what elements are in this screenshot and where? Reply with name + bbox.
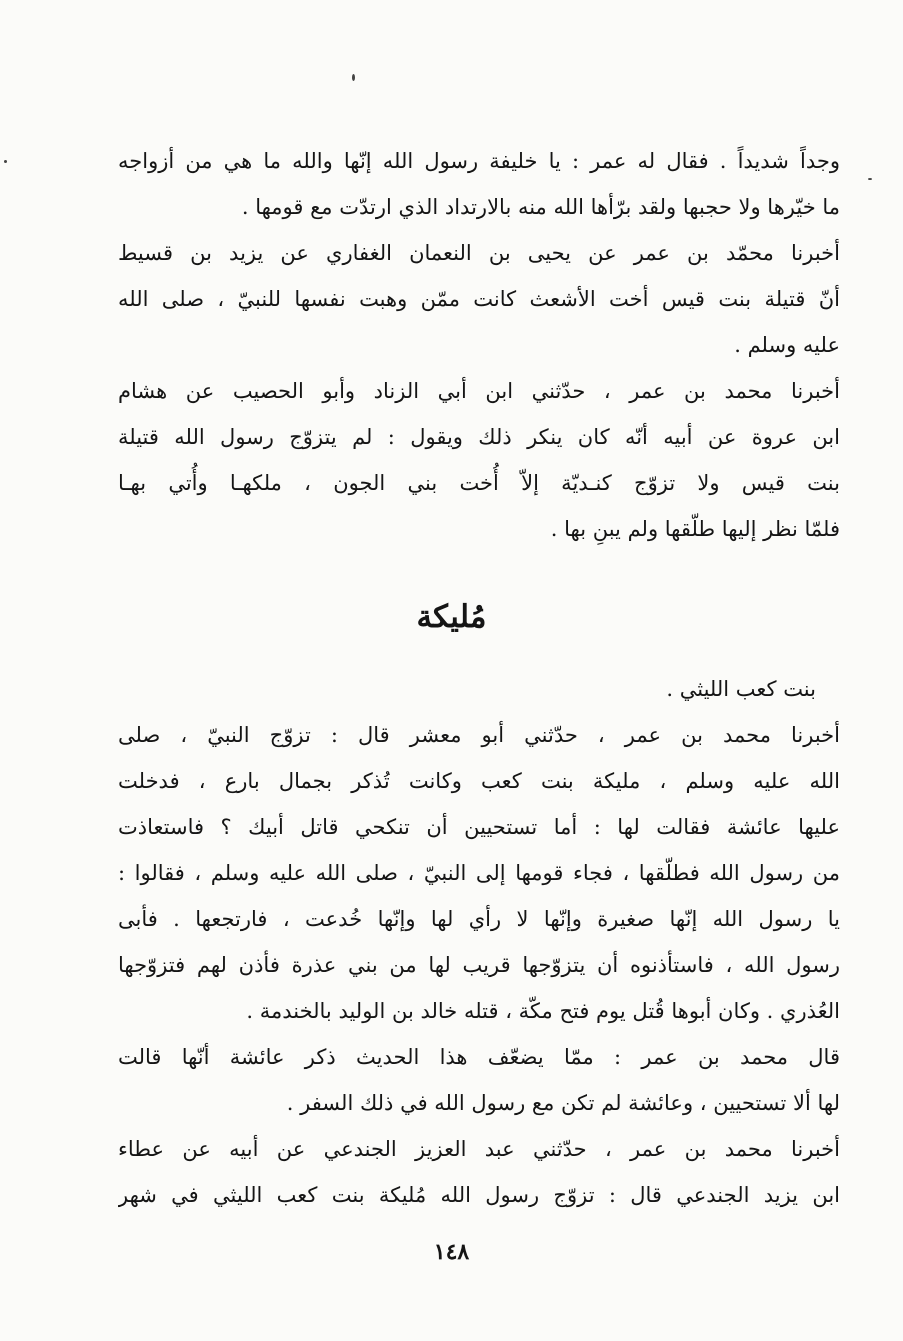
text-line: أخبرنا محمد بن عمر ، حدّثني عبد العزيز الجندعي عن أبيه عن عطاء: [118, 1137, 840, 1161]
section-heading: مُليكة: [416, 599, 487, 635]
text-line: لها ألا تستحيين ، وعائشة لم تكن مع رسول الله في ذلك السفر .: [286, 1091, 840, 1115]
text-line: أخبرنا محمّد بن عمر عن يحيى بن النعمان الغفاري عن يزيد بن قسيط: [118, 241, 840, 265]
text-line: قال محمد بن عمر : ممّا يضعّف هذا الحديث ذكر عائشة أنّها قالت: [118, 1045, 840, 1069]
text-line: بنت قيس ولا تزوّج كنـديّة إلاّ أُخت بني الجون ، ملكهـا وأُتي بهـا: [118, 471, 840, 495]
text-line: ابن يزيد الجندعي قال : تزوّج رسول الله مُليكة بنت كعب الليثي في شهر: [118, 1183, 840, 1207]
paragraphs-qutayla: [118, 138, 840, 552]
text-line: ما خيّرها ولا حجبها ولقد برّأها الله منه بالارتداد الذي ارتدّت مع قومها .: [241, 195, 840, 219]
text-line: أخبرنا محمد بن عمر ، حدّثني ابن أبي الزناد وأبو الحصيب عن هشام: [118, 379, 840, 403]
scan-speck: [868, 178, 872, 180]
text-line: عليه وسلم .: [734, 333, 840, 357]
text-line: أنّ قتيلة بنت قيس أخت الأشعث كانت ممّن وهبت نفسها للنبيّ ، صلى الله: [118, 287, 840, 311]
scan-speck: [352, 74, 355, 81]
text-line: من رسول الله فطلّقها ، فجاء قومها إلى النبيّ ، صلى الله عليه وسلم ، فقالوا :: [118, 861, 840, 885]
text-line: عليها عائشة فقالت لها : أما تستحيين أن تنكحي قاتل أبيك ؟ فاستعاذت: [118, 815, 840, 839]
paragraphs-mulayka: [118, 666, 840, 1218]
text-line: بنت كعب الليثي .: [666, 677, 816, 701]
text-line: رسول الله ، فاستأذنوه أن يتزوّجها قريب لها من بني عذرة فأذن لهم فتزوّجها: [118, 953, 840, 977]
page-number: ١٤٨: [433, 1239, 470, 1265]
text-line: يا رسول الله إنّها صغيرة وإنّها لا رأي لها وإنّها خُدعت ، فارتجعها . فأبى: [118, 907, 840, 931]
text-line: وجداً شديداً . فقال له عمر : يا خليفة رسول الله إنّها والله ما هي من أزواجه: [118, 149, 840, 173]
scan-speck: [4, 160, 7, 163]
text-line: فلمّا نظر إليها طلّقها ولم يبنِ بها .: [550, 517, 840, 541]
text-line: ابن عروة عن أبيه أنّه كان ينكر ذلك ويقول : لم يتزوّج رسول الله قتيلة: [118, 425, 840, 449]
text-line: العُذري . وكان أبوها قُتل يوم فتح مكّة ، قتله خالد بن الوليد بالخندمة .: [246, 999, 840, 1023]
text-line: أخبرنا محمد بن عمر ، حدّثني أبو معشر قال : تزوّج النبيّ ، صلى: [118, 723, 840, 747]
text-line: الله عليه وسلم ، مليكة بنت كعب وكانت تُذكر بجمال بارع ، فدخلت: [118, 769, 840, 793]
